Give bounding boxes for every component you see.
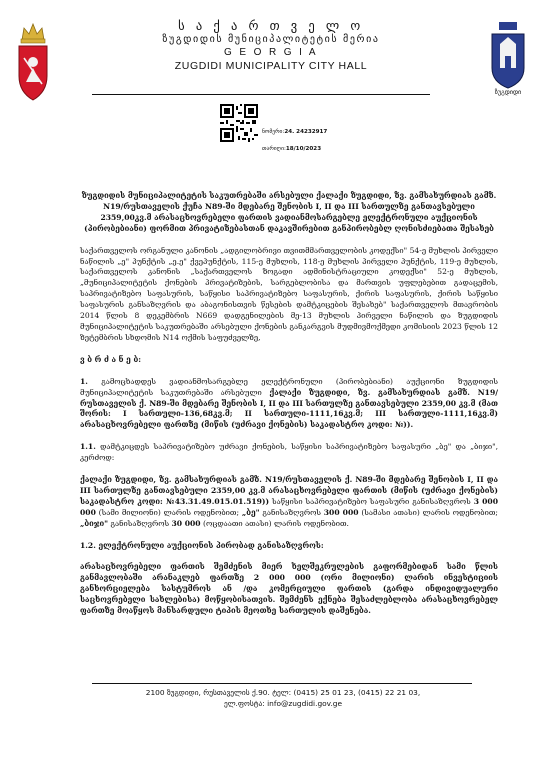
country-name-georgian: ს ა ქ ა რ თ ვ ე ლ ო: [178, 18, 364, 33]
footer-divider: [92, 683, 472, 684]
document-title: ზუგდიდის მუნიციპალიტეტის საკუთრებაში არსებული ქალაქი ზუგდიდი, ზვ. გამსახურდიას გამზ. N19/რუსთაველის ქუჩა N89-ში მდებარე შენობის I, II და III სართულზე განთავსებული 2359,00კვ.მ არასაცხოვრებელი ფართის ვადიანმოსარგებლე ელექტრონული აუქციონის (პირობებიანი) ფორმით პრივატიზებასთან დაკავშირებით განპირობებლ ღონისძიებათა შესახებ: [81, 191, 497, 233]
item-1-1-details: ქალაქი ზუგდიდი, ზვ. გამსახურდიას გამზ. N19/რუსთაველის ქ. N89-ში მდებარე შენობის I, II და III სართულზე განთავსებული 2359,00 კვ.მ არასაცხოვრებელი ფართის (მიწის (უძრავი ქონების) საკადასტრო კოდი: №43.31.49.015.01.519)) საწყისი საპრივატიზებო საფასური განისაზღვროს 3 000 000 (სამი მილიონი) ლარის ოდენობით; „ბე" განისაზღვროს 300 000 (სამასი ათასი) ლარის ოდენობით; „ბიჯი" განისაზღვროს 30 000 (ოცდაათი ათასი) ლარის ოდენობით.: [80, 475, 499, 528]
document-number: ნომერი:24. 24232917: [262, 129, 328, 135]
item-1-2-heading: 1.2. ელექტრონული აუქციონის პირობად განისაზღვროს:: [80, 540, 324, 550]
letterhead: [60, 18, 482, 73]
registration-info: [262, 124, 327, 158]
item-1: 1. გამოცხადდეს ვადიანმოსარგებლე ელექტრონული (პირობებიანი) აუქციონი ზუგდიდის მუნიციპალიტეტის საკუთრებაში არსებული ქალაქი ზუგდიდი, ზვ. გამსახურდიას გამზ. N19/რუსთაველის ქ. N89-ში მდებარე შენობის I, II და III სართულზე განთავსებული 2359,00 კვ.მ (მათ შორის: I სართული-136,68კვ.მ; II სართული-1111,16კვ.მ; III სართული-1111,16კვ.მ) არასაცხოვრებელი ფართზე (მიწის (უძრავი ქონების) საკადასტრო კოდი: №)).: [80, 376, 499, 430]
document-body: [80, 191, 498, 628]
institution-name-english: ZUGDIDI MUNICIPALITY CITY HALL: [174, 59, 368, 72]
document-date: თარიღი:18/10/2023: [262, 146, 322, 152]
footer-address: 2100 ზუგდიდი, რუსთაველის ქ.90. ტელ: (0415) 25 01 23, (0415) 22 21 03,: [145, 688, 421, 697]
country-name-english: G E O R G I A: [224, 47, 318, 59]
footer-email: ელ.ფოსტა: info@zugdidi.gov.ge: [223, 698, 343, 708]
legal-basis-paragraph: საქართველოს ორგანული კანონის „ადგილობრივი თვითმმართველობის კოდექსი" 54-ე მუხლის პირველი ნაწილის „ე" პუნქტის „ე.ე" ქვეპუნქტის, 115-ე მუხლის, 118-ე მუხლის პირველი პუნქტის, 119-ე მუხლის, საქართველოს კანონის „საქართველოს ზოგადი ადმინისტრაციული კოდექსი" 52-ე მუხლის, „მუნიციპალიტეტის ქონების პრივატიზების, სარგებლობისა და მართვის უფლებებით გადაცემის, საპრივატიზებო საფასურის, საწყისი საპრივატიზებო საფასურის, ქირის საფასურის, ქირის საწყისი საფასურის განსაზღვრის და აბაგონისთვის წესების დამტკიცების შესახებ" საქართველოს მთავრობის 2014 წლის 8 დეკემბრის N669 დადგენილების მე-13 მუხლის პირველი ნაწილის და ზუგდიდის მუნიციპალიტეტის საკუთრებაში არსებული ქონების განკარგვის მუდმივმოქმედი კომისიის 2023 წლის 12 ზეტემბრის სხდომის N14 ოქმის საფუძველზე,: [80, 245, 498, 342]
item-1-1: 1.1. დამტკიცდეს საპრივატიზებო უძრავი ქონების, საწყისი საპრივატიზებო საფასური „ბე" და „ბიჯი", კერძოდ:: [80, 442, 498, 463]
footer: [100, 688, 466, 709]
institution-name-georgian: ზუგდიდის მუნიციპალიტეტის მერია: [162, 33, 380, 45]
georgia-coat-of-arms-icon: [14, 18, 52, 104]
emblem-caption: ზუგდიდი: [494, 89, 522, 96]
qr-code-icon: [220, 104, 258, 142]
item-1-2-text: არასაცხოვრებელი ფართის შემძენის მიერ ხელშეკრულების გაფორმებიდან სამი წლის განმავლობაში არანაკლებ ფართზე 2 000 000 (ორი მილიონი) ლარის ინვესტიციის განხორციელება სასტუმროს ან /და კომერციული ფართის (გარდა ინდივიდუალური საცხოვრებელი სახლებისა) მოწყობისათვის. შემძენს ექნება შესაძლებლობა არასაცხოვრებელ ფართზე მოაწყოს მანსარდული ტიპის მეოთხე სართულის დაშენება.: [80, 562, 498, 616]
decision-heading: ვ ბ რ ძ ა ნ ე ბ:: [80, 354, 142, 364]
zugdidi-emblem-icon: [488, 18, 528, 102]
header-divider: [92, 94, 430, 95]
